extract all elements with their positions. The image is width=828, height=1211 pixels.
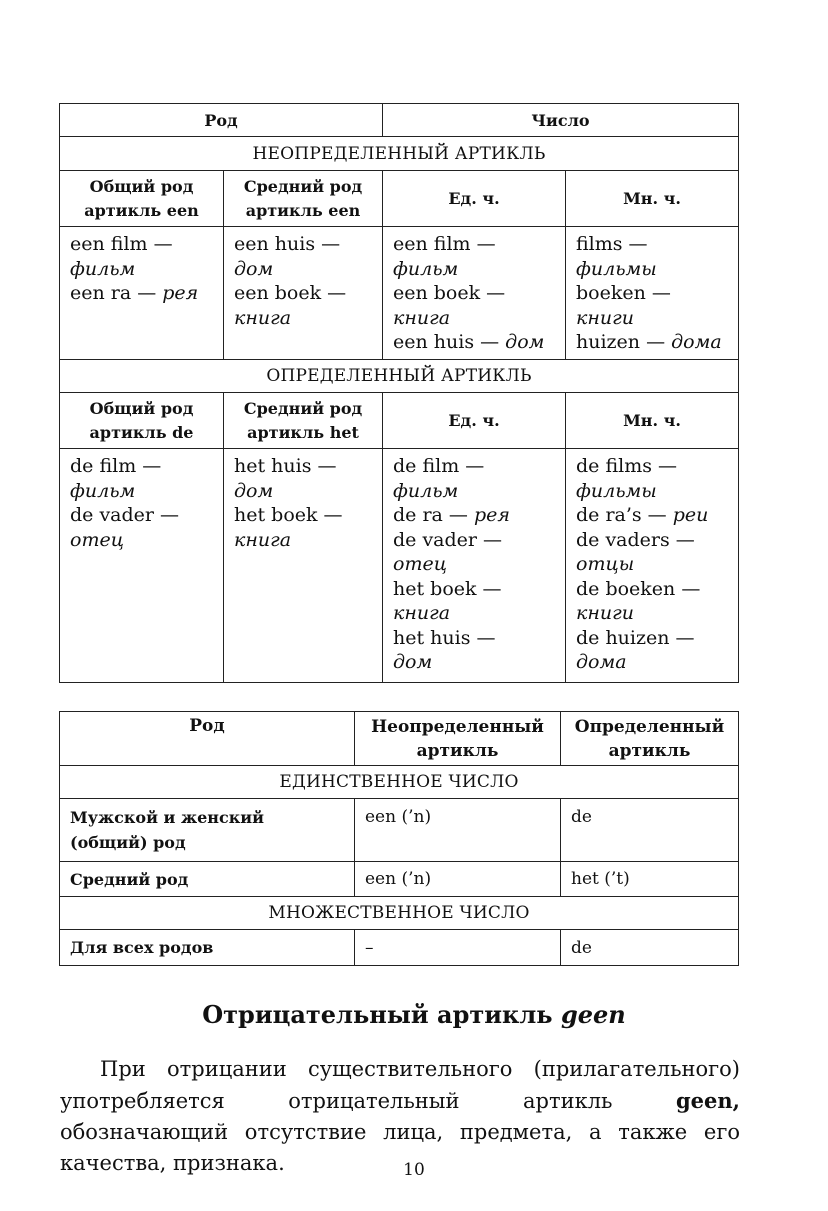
list-item: de ra — рея: [393, 504, 510, 526]
row-indef-neuter: een (’n): [355, 862, 561, 897]
header-indefinite: Неопределенный артикль: [355, 712, 561, 766]
list-item: een film — фильм: [70, 233, 173, 280]
subheader-singular: Ед. ч.: [383, 171, 566, 227]
def-singular-cell: [383, 449, 566, 683]
subheader-common: Общий род артикль een: [60, 171, 224, 227]
list-item: de film — фильм: [393, 455, 485, 502]
row-def-neuter: het (’t): [561, 862, 739, 897]
list-item: het huis — дом: [393, 626, 496, 673]
paragraph-term: geen,: [676, 1088, 740, 1113]
subheader-neuter: Средний род артикль een: [224, 171, 383, 227]
list-item: het huis — дом: [234, 455, 337, 502]
def-common-cell: [60, 449, 224, 683]
indef-singular-cell: [383, 227, 566, 360]
list-item: films — фильмы: [576, 233, 657, 280]
list-item: de ra’s — реи: [576, 504, 709, 526]
list-item: een boek — книга: [393, 282, 506, 329]
list-item: huizen — дома: [576, 331, 722, 353]
section-indefinite: НЕОПРЕДЕЛЕННЫЙ АРТИКЛЬ: [60, 137, 739, 171]
header-rod: Род: [60, 712, 355, 766]
list-item: een ra — рея: [70, 282, 199, 304]
list-item: een film — фильм: [393, 233, 496, 280]
subheader-plural: Мн. ч.: [566, 393, 739, 449]
list-item: de vader — отец: [70, 504, 180, 551]
list-item: het boek — книга: [393, 577, 502, 624]
body-paragraph: При отрицании существительного (прилагательного) употребляется отрицательный артикль geen, обозначающий отсутствие лица, предмета, а также его качества, признака.: [60, 1057, 740, 1175]
row-def-all: de: [561, 930, 739, 966]
section-plural: МНОЖЕСТВЕННОЕ ЧИСЛО: [60, 897, 739, 930]
heading-term: geen: [560, 1000, 626, 1029]
list-item: een huis — дом: [234, 233, 341, 280]
section-heading: Отрицательный артикль geen: [202, 1000, 626, 1029]
summary-table: [59, 711, 739, 966]
list-item: het boek — книга: [234, 504, 343, 551]
header-chislo: Число: [383, 104, 739, 137]
subheader-plural: Мн. ч.: [566, 171, 739, 227]
subheader-neuter: Средний род артикль het: [224, 393, 383, 449]
indef-neuter-cell: [224, 227, 383, 360]
list-item: de boeken — книги: [576, 577, 701, 624]
list-item: boeken — книги: [576, 282, 671, 329]
list-item: de film — фильм: [70, 455, 162, 502]
header-definite: Определенный артикль: [561, 712, 739, 766]
subheader-singular: Ед. ч.: [383, 393, 566, 449]
row-indef-all: –: [355, 930, 561, 966]
section-definite: ОПРЕДЕЛЕННЫЙ АРТИКЛЬ: [60, 360, 739, 393]
def-neuter-cell: [224, 449, 383, 683]
subheader-common: Общий род артикль de: [60, 393, 224, 449]
row-def-common: de: [561, 799, 739, 862]
list-item: een boek — книга: [234, 282, 347, 329]
list-item: de vaders — отцы: [576, 528, 695, 575]
def-plural-cell: [566, 449, 739, 683]
indef-common-cell: [60, 227, 224, 360]
articles-table: [59, 103, 739, 683]
row-label-all: Для всех родов: [60, 930, 355, 966]
list-item: de huizen — дома: [576, 626, 695, 673]
list-item: een huis — дом: [393, 331, 545, 353]
row-label-neuter: Средний род: [60, 862, 355, 897]
list-item: de vader — отец: [393, 528, 503, 575]
indef-plural-cell: [566, 227, 739, 360]
section-singular: ЕДИНСТВЕННОЕ ЧИСЛО: [60, 766, 739, 799]
row-indef-common: een (’n): [355, 799, 561, 862]
header-rod: Род: [60, 104, 383, 137]
list-item: de films — фильмы: [576, 455, 678, 502]
row-label-common: Мужской и женский (общий) род: [60, 799, 355, 862]
page-number: 10: [403, 1160, 425, 1180]
